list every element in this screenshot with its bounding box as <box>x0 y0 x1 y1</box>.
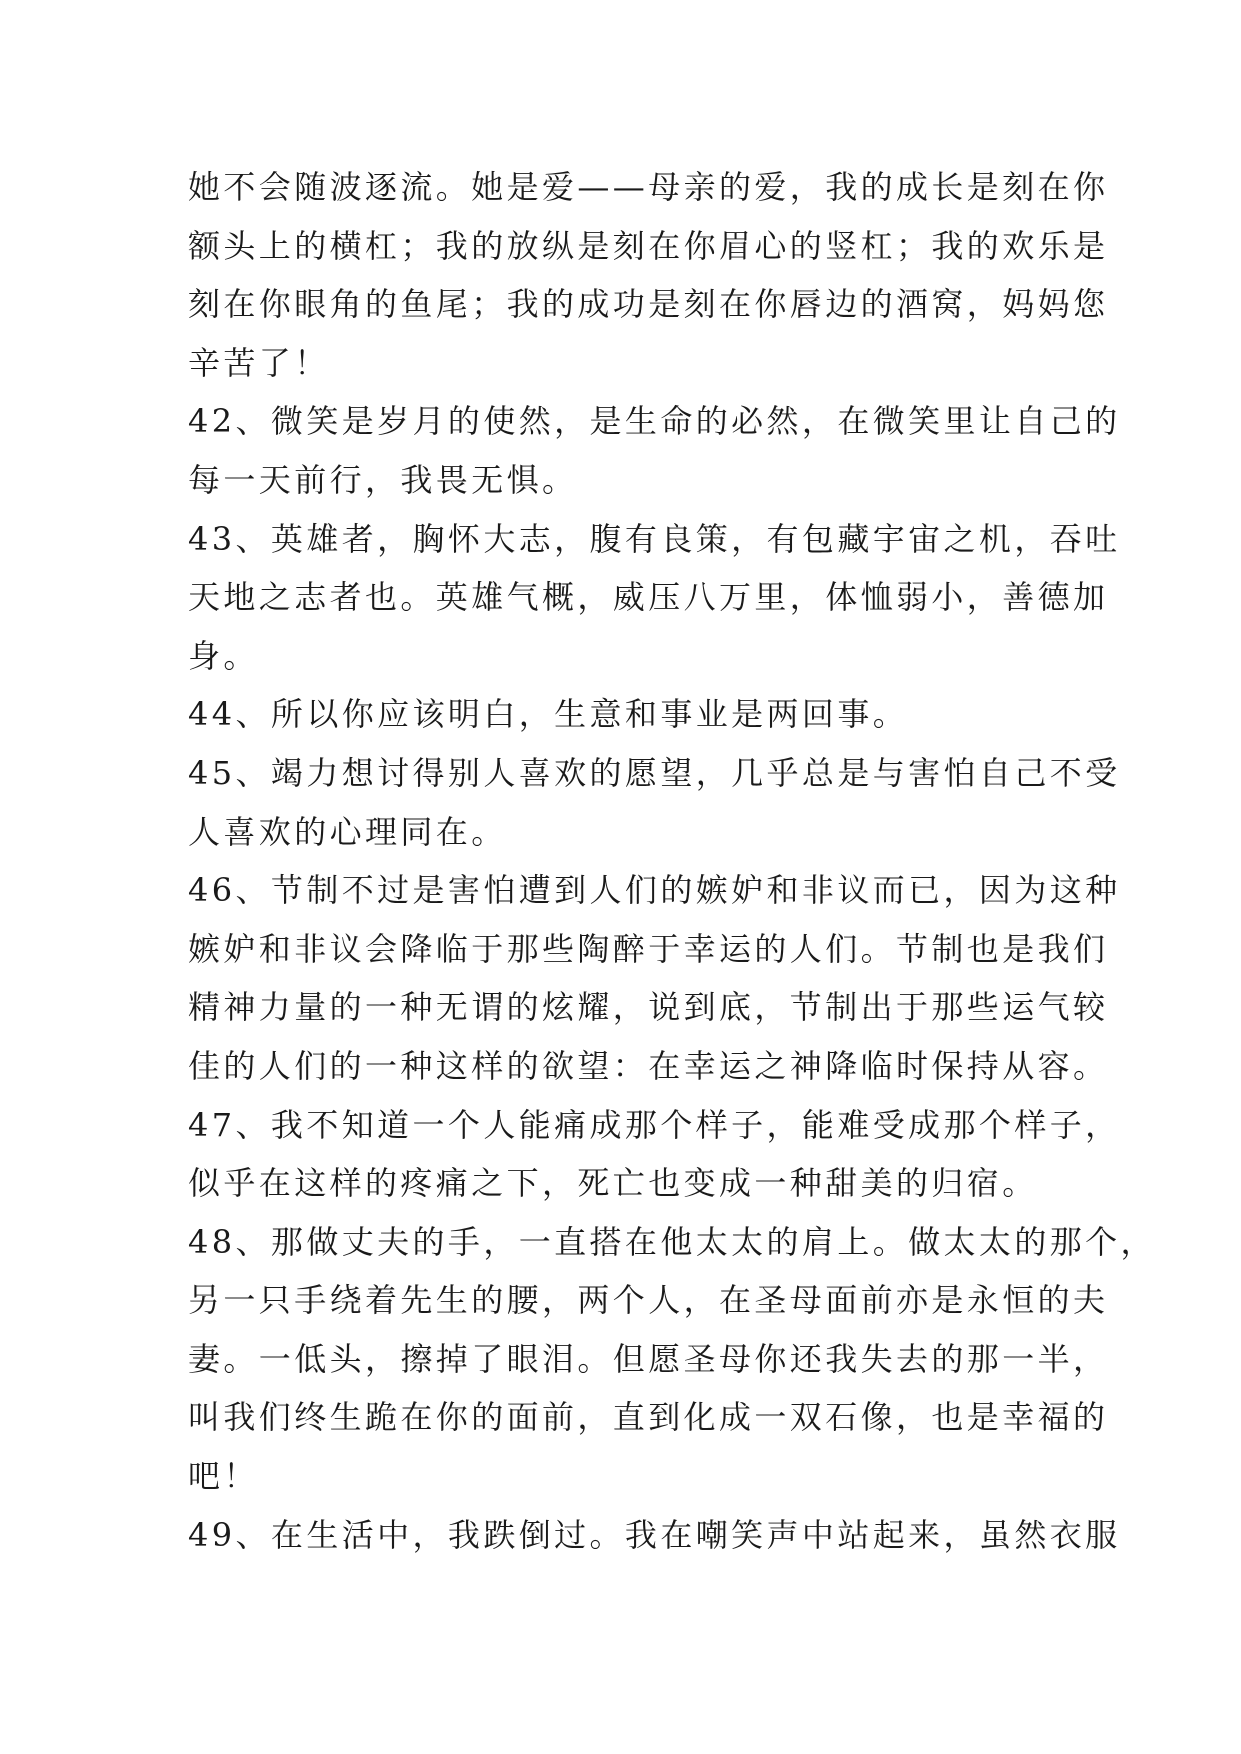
text-line: 额头上的横杠；我的放纵是刻在你眉心的竖杠；我的欢乐是 <box>188 226 1109 265</box>
text-line: 她不会随波逐流。她是爱——母亲的爱，我的成长是刻在你 <box>188 168 1109 206</box>
text-line: 辛苦了！ <box>188 343 330 382</box>
text-line: 48、那做丈夫的手，一直搭在他太太的肩上。做太太的那个， <box>188 1222 1156 1261</box>
text-line: 44、所以你应该明白，生意和事业是两回事。 <box>188 695 909 734</box>
text-line: 46、节制不过是害怕遭到人们的嫉妒和非议而已，因为这种 <box>188 871 1121 910</box>
body-text <box>188 158 1156 1564</box>
text-line: 妻。一低头，擦掉了眼泪。但愿圣母你还我失去的那一半， <box>188 1339 1109 1378</box>
text-line: 天地之志者也。英雄气概，威压八万里，体恤弱小，善德加 <box>188 578 1109 617</box>
text-line: 刻在你眼角的鱼尾；我的成功是刻在你唇边的酒窝，妈妈您 <box>188 285 1109 324</box>
text-line: 47、我不知道一个人能痛成那个样子，能难受成那个样子， <box>188 1105 1121 1144</box>
text-line: 精神力量的一种无谓的炫耀，说到底，节制出于那些运气较 <box>188 988 1109 1027</box>
text-line: 佳的人们的一种这样的欲望：在幸运之神降临时保持从容。 <box>188 1046 1109 1085</box>
text-line: 45、竭力想讨得别人喜欢的愿望，几乎总是与害怕自己不受 <box>188 753 1121 792</box>
text-line: 42、微笑是岁月的使然，是生命的必然，在微笑里让自己的 <box>188 402 1121 441</box>
text-line: 嫉妒和非议会降临于那些陶醉于幸运的人们。节制也是我们 <box>188 929 1109 968</box>
text-line: 43、英雄者，胸怀大志，腹有良策，有包藏宇宙之机，吞吐 <box>188 519 1121 558</box>
text-line: 身。 <box>188 636 259 675</box>
text-line: 49、在生活中，我跌倒过。我在嘲笑声中站起来，虽然衣服 <box>188 1515 1121 1554</box>
text-line: 叫我们终生跪在你的面前，直到化成一双石像，也是幸福的 <box>188 1398 1109 1437</box>
text-line: 每一天前行，我畏无惧。 <box>188 460 578 499</box>
text-line: 吧！ <box>188 1457 259 1496</box>
text-line: 人喜欢的心理同在。 <box>188 812 507 851</box>
text-line: 似乎在这样的疼痛之下，死亡也变成一种甜美的归宿。 <box>188 1164 1038 1203</box>
text-line: 另一只手绕着先生的腰，两个人，在圣母面前亦是永恒的夫 <box>188 1281 1109 1320</box>
